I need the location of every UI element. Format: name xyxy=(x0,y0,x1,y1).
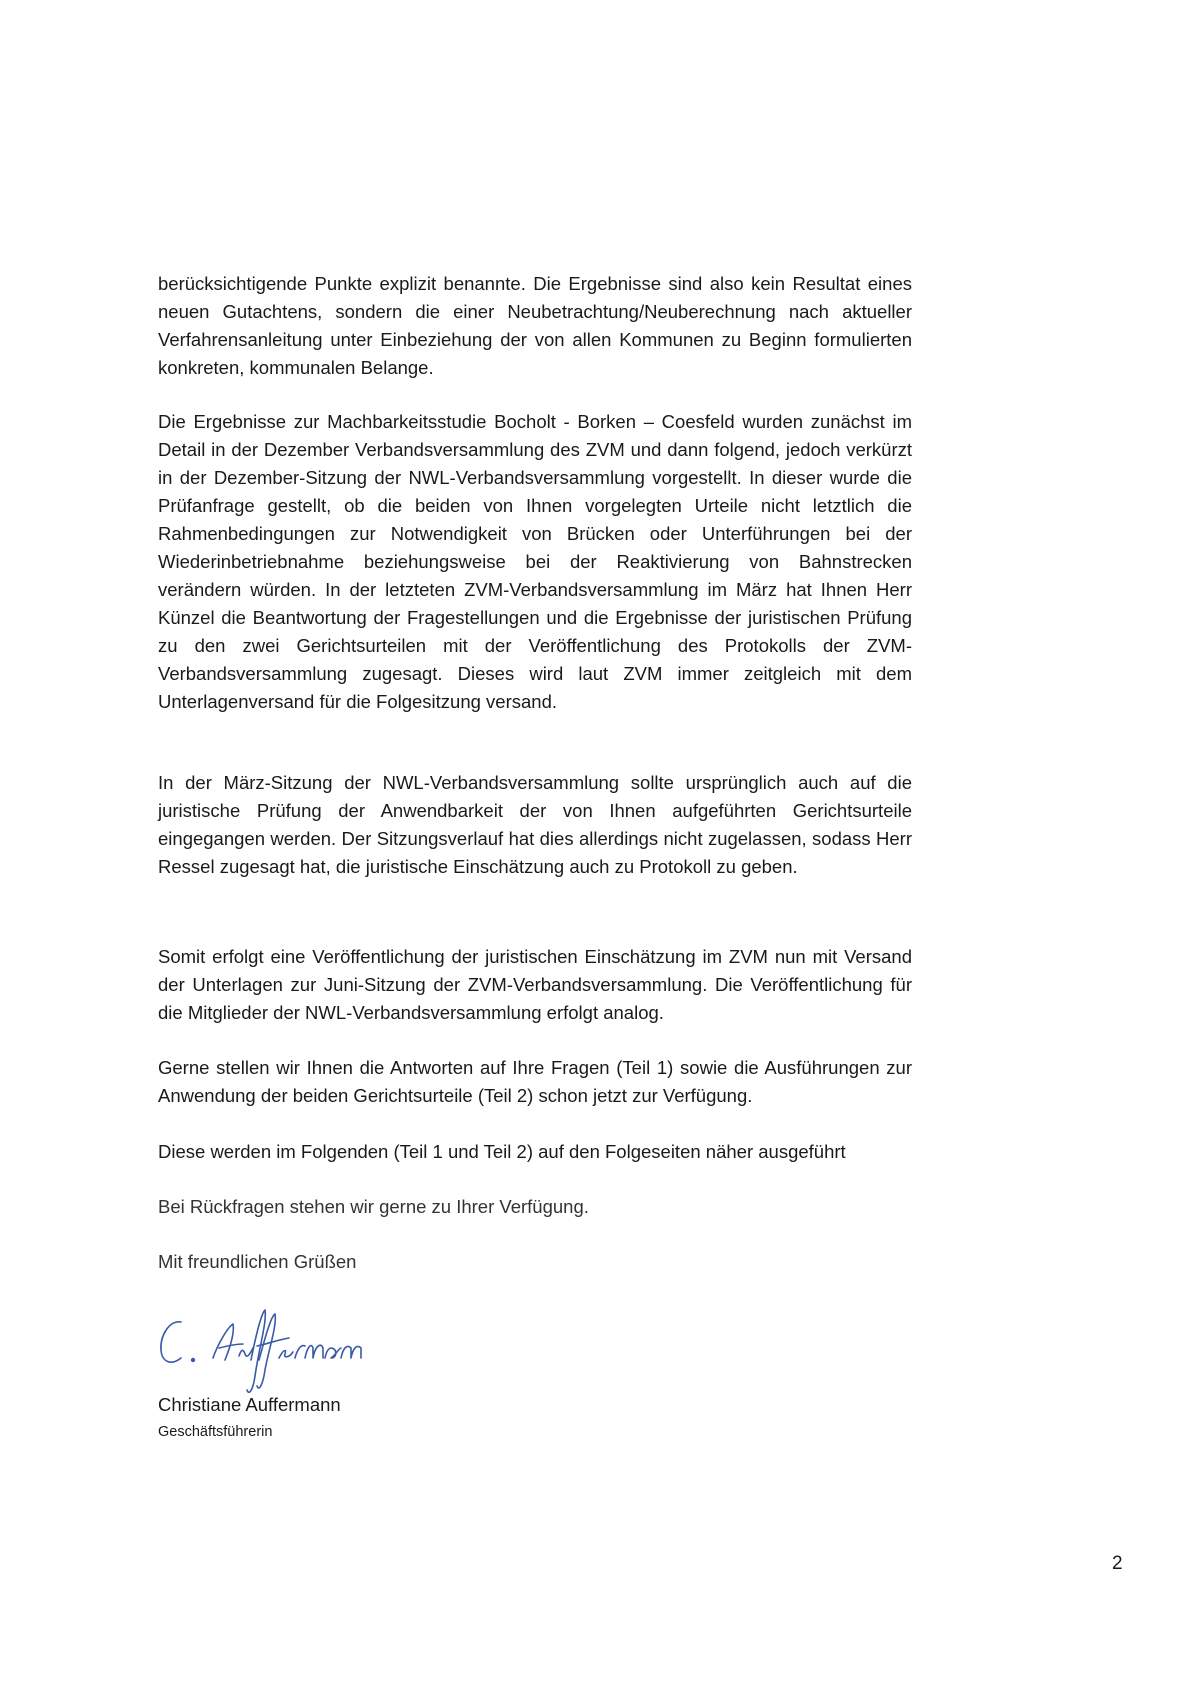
closing-greeting: Mit freundlichen Grüßen xyxy=(158,1251,357,1272)
page-number: 2 xyxy=(1112,1553,1123,1574)
signer-role: Geschäftsführerin xyxy=(158,1424,273,1440)
paragraph-feasibility-study: Die Ergebnisse zur Machbarkeitsstudie Bocholt - Borken – Coesfeld wurden zunächst im Detail in der Dezember Verbandsversammlung des ZVM und dann folgend, jedoch verkürzt in der Dezember-Sitzung der NWL-Verbandsversammlung vorgestellt. In dieser wurde die Prüfanfrage gestellt, ob die beiden von Ihnen vorgelegten Urteile nicht letztlich die Rahmenbedingungen zur Notwendigkeit von Brücken oder Unterführungen bei der Wiederinbetriebnahme beziehungsweise bei der Reaktivierung von Bahnstrecken verändern würden. In der letzteten ZVM-Verbandsversammlung im März hat Ihnen Herr Künzel die Beantwortung der Fragestellungen und die Ergebnisse der juristischen Prüfung zu den zwei Gerichtsurteilen mit der Veröffentlichung des Protokolls der ZVM-Verbandsversammlung zugesagt. Dieses wird laut ZVM immer zeitgleich mit dem Unterlagenversand für die Folgesitzung versand. xyxy=(158,411,912,712)
paragraph-march-session: In der März-Sitzung der NWL-Verbandsversammlung sollte ursprünglich auch auf die juristische Prüfung der Anwendbarkeit der von Ihnen aufgeführten Gerichtsurteile eingegangen werden. Der Sitzungsverlauf hat dies allerdings nicht zugelassen, sodass Herr Ressel zugesagt hat, die juristische Einschätzung auch zu Protokoll zu geben. xyxy=(158,772,912,877)
paragraph-answers-provided: Gerne stellen wir Ihnen die Antworten auf Ihre Fragen (Teil 1) sowie die Ausführungen zur Anwendung der beiden Gerichtsurteile (Teil 2) schon jetzt zur Verfügung. xyxy=(158,1057,912,1106)
handwritten-signature xyxy=(155,1300,415,1400)
paragraph-publication: Somit erfolgt eine Veröffentlichung der juristischen Einschätzung im ZVM nun mit Versand der Unterlagen zur Juni-Sitzung der ZVM-Verbandsversammlung. Die Veröffentlichung für die Mitglieder der NWL-Verbandsversammlung erfolgt analog. xyxy=(158,946,912,1023)
signer-name: Christiane Auffermann xyxy=(158,1394,341,1415)
paragraph-questions-closing: Bei Rückfragen stehen wir gerne zu Ihrer Verfügung. xyxy=(158,1196,589,1217)
paragraph-following-pages: Diese werden im Folgenden (Teil 1 und Teil 2) auf den Folgeseiten näher ausgeführt xyxy=(158,1141,846,1162)
paragraph-results-recalculation: berücksichtigende Punkte explizit benannte. Die Ergebnisse sind also kein Resultat eines neuen Gutachtens, sondern die einer Neubetrachtung/Neuberechnung nach aktueller Verfahrensanleitung unter Einbeziehung der von allen Kommunen zu Beginn formulierten konkreten, kommunalen Belange. xyxy=(158,273,912,378)
